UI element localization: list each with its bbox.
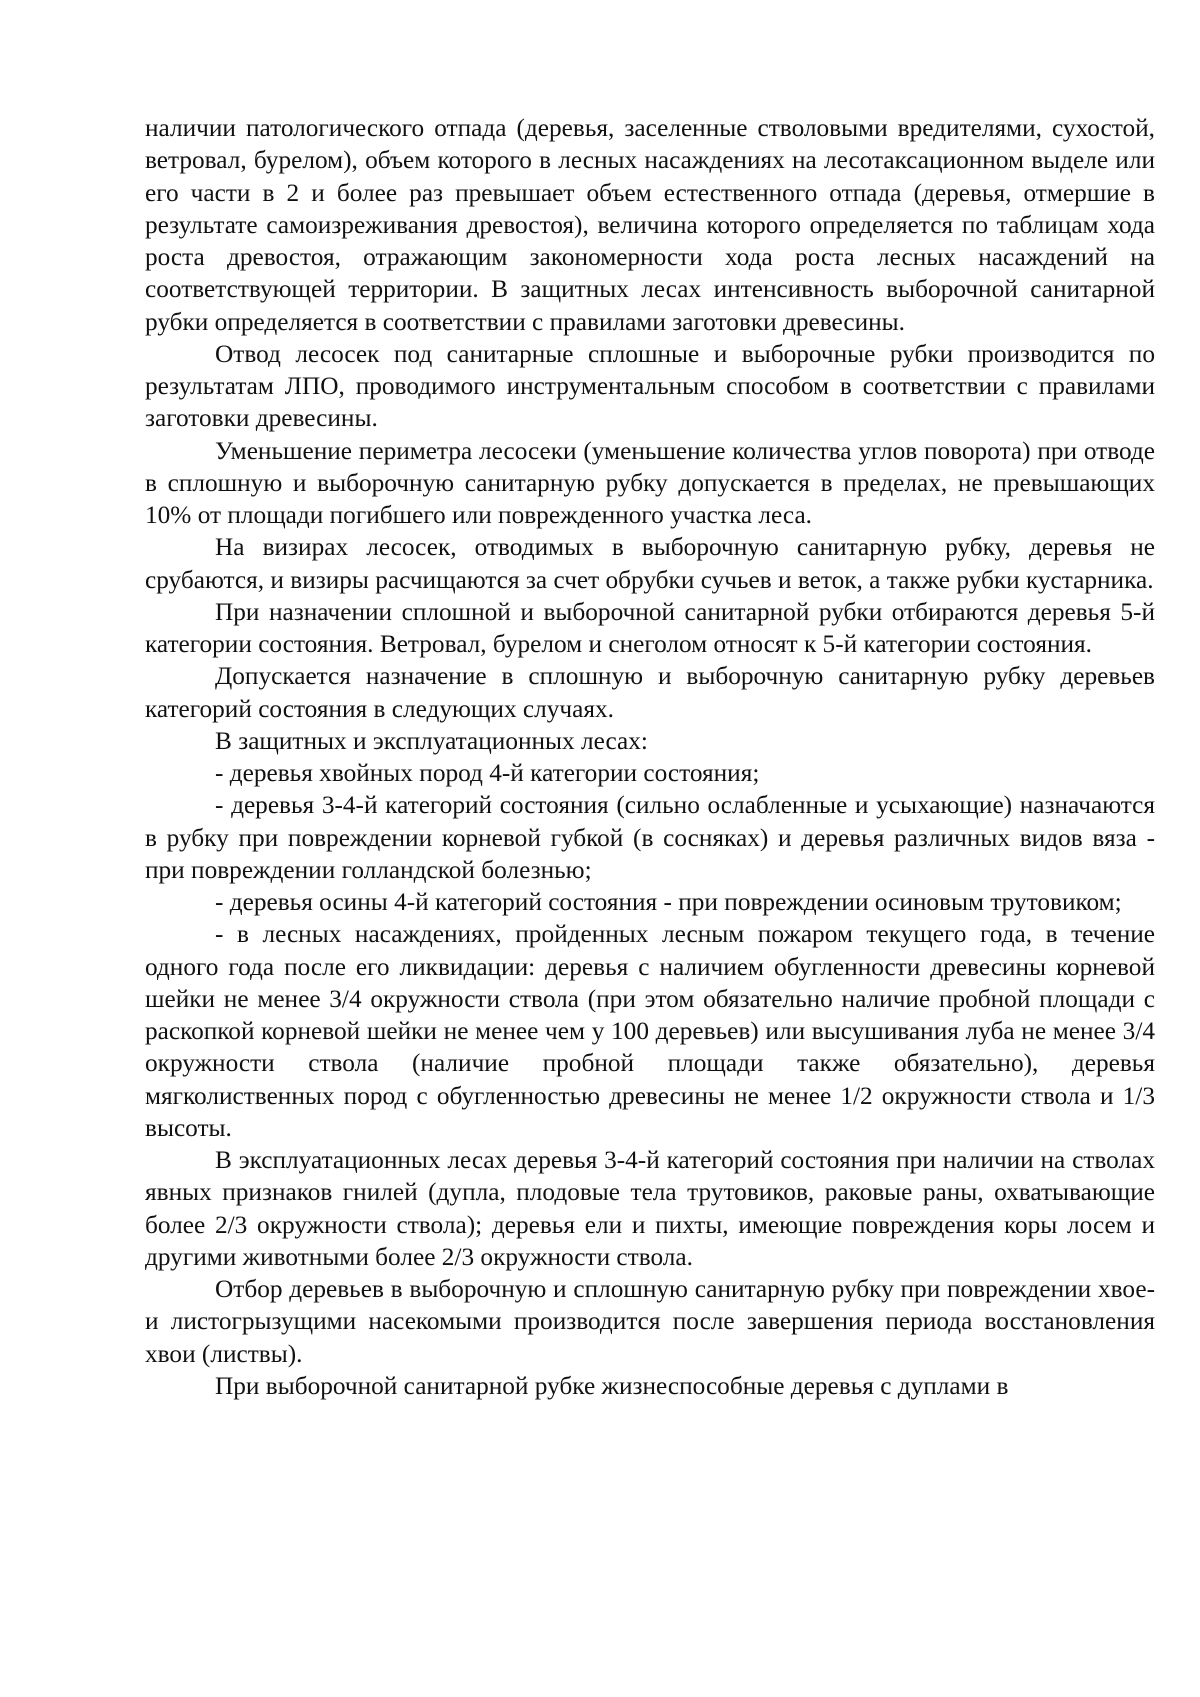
paragraph-allowed-cases: Допускается назначение в сплошную и выборочную санитарную рубку деревьев категорий состояния в следующих случаях. <box>145 662 1155 723</box>
list-item-fire: - в лесных насаждениях, пройденных лесным пожаром текущего года, в течение одного года после его ликвидации: деревья с наличием обугленности древесины корневой шейки не менее 3/4 окружности ствола (при этом обязательно наличие пробной площади с раскопкой корневой шейки не менее чем у 100 деревьев) или высушивания луба не менее 3/4 окружности ствола (наличие пробной площади также обязательно), деревья мягколиственных пород с обугленностью древесины не менее 1/2 окружности ствола и 1/3 высоты. <box>145 920 1155 1142</box>
list-item-aspen: - деревья осины 4-й категорий состояния - при повреждении осиновым трутовиком; <box>215 888 1122 916</box>
paragraph-rot-signs: В эксплуатационных лесах деревья 3-4-й категорий состояния при наличии на стволах явных признаков гнилей (дупла, плодовые тела трутовиков, раковые раны, охватывающие более 2/3 окружности ствола); деревья ели и пихты, имеющие повреждения коры лосем и другими животными более 2/3 окружности ствола. <box>145 1146 1155 1271</box>
paragraph-perimeter-reduction: Уменьшение периметра лесосеки (уменьшение количества углов поворота) при отводе в сплошную и выборочную санитарную рубку допускается в пределах, не превышающих 10% от площади погибшего или поврежденного участка леса. <box>145 436 1155 529</box>
paragraph-forest-types: В защитных и эксплуатационных лесах: <box>215 726 648 755</box>
list-item-conifers: - деревья хвойных пород 4-й категории состояния; <box>215 759 760 787</box>
list-item-root-fungus: - деревья 3-4-й категорий состояния (сильно ослабленные и усыхающие) назначаются в рубку при повреждении корневой губкой (в сосняках) и деревья различных видов вяза - при повреждении голландской болезнью; <box>145 791 1155 884</box>
paragraph-pathological-waste: наличии патологического отпада (деревья, заселенные стволовыми вредителями, сухостой, ветровал, бурелом), объем которого в лесных насаждениях на лесотаксационном выделе или его части в 2 и более раз превышает объем естественного отпада (деревья, отмершие в результате самоизреживания древостоя), величина которого определяется по таблицам хода роста древостоя, отражающим закономерности хода роста лесных насаждений на соответствующей территории. В защитных лесах интенсивность выборочной санитарной рубки определяется в соответствии с правилами заготовки древесины. <box>145 114 1155 336</box>
paragraph-insect-damage: Отбор деревьев в выборочную и сплошную санитарную рубку при повреждении хвое- и листогрызущими насекомыми производится после завершения периода восстановления хвои (листвы). <box>145 1275 1155 1368</box>
paragraph-tree-selection: При назначении сплошной и выборочной санитарной рубки отбираются деревья 5-й категории состояния. Ветровал, бурелом и снеголом относят к 5-й категории состояния. <box>145 597 1155 658</box>
paragraph-sight-lines: На визирах лесосек, отводимых в выборочную санитарную рубку, деревья не срубаются, и визиры расчищаются за счет обрубки сучьев и веток, а также рубки кустарника. <box>145 533 1155 594</box>
document-page <box>145 112 1155 1402</box>
paragraph-cutting-allotment: Отвод лесосек под санитарные сплошные и выборочные рубки производится по результатам ЛПО, проводимого инструментальным способом в соответствии с правилами заготовки древесины. <box>145 339 1155 433</box>
paragraph-hollow-trees: При выборочной санитарной рубке жизнеспособные деревья с дуплами в <box>215 1371 1009 1400</box>
